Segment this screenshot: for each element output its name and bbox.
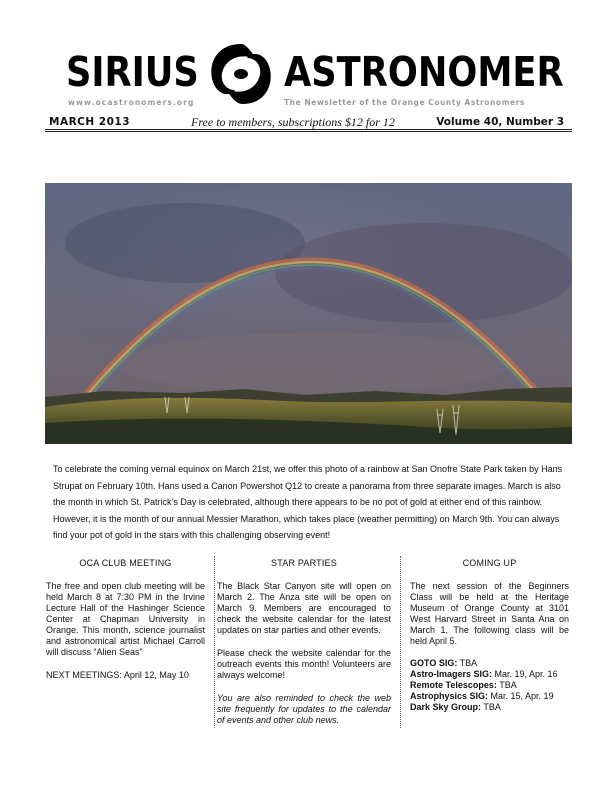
star-parties-text: The Black Star Canyon site will open on March 2. The Anza site will be open on March 9. Members are encouraged to check the website calendar for the latest updates on star parties and other events.	[217, 581, 391, 635]
masthead-title-right: ASTRONOMER	[284, 48, 564, 96]
caption-text: To celebrate the coming vernal equinox on March 21st, we offer this photo of a rainbow at San Onofre State Park taken by Hans Strupat on February 10th. Hans used a Canon Powershot Q12 to create a panorama from three separate images. March is also the month in which St. Patrick’s Day is celebrated, although there appears to be no pot of gold at either end of this rainbow. However, it is the month of our annual Messier Marathon, which takes place (weather permitting) on March 9th. You can always find your pot of gold in the stars with this challenging observing event!	[53, 464, 563, 540]
star-parties-column	[217, 558, 391, 738]
issue-info-bar	[45, 114, 572, 130]
list-item: GOTO SIG: TBA	[410, 658, 478, 668]
list-item: Astro-Imagers SIG: Mar. 19, Apr. 16	[410, 669, 558, 679]
beginners-class-text: The next session of the Beginners Class will be held at the Heritage Museum of Orange County at 3101 West Harvard Street in Santa Ana on March 1. The following class will be held April 5.	[410, 581, 569, 646]
spiral-galaxy-logo-icon	[203, 38, 279, 110]
club-meeting-text: The free and open club meeting will be held March 8 at 7:30 PM in the Irvine Lecture Hall of the Hashinger Science Center at Chapman University in Orange. This month, science journalist and astronomical artist Michael Carroll will discuss “Alien Seas”	[46, 581, 205, 657]
list-item: Dark Sky Group: TBA	[410, 702, 501, 712]
list-item: Astrophysics SIG: Mar. 15, Apr. 19	[410, 691, 554, 701]
masthead-title-left: SIRIUS	[66, 48, 199, 96]
coming-up-heading: COMING UP	[462, 558, 517, 568]
star-parties-heading: STAR PARTIES	[271, 558, 337, 568]
subscription-price: Free to members, subscriptions $12 for 12	[191, 115, 395, 129]
club-meeting-heading: OCA CLUB MEETING	[79, 558, 172, 568]
photo-caption	[53, 461, 567, 544]
next-meetings: NEXT MEETINGS: April 12, May 10	[46, 670, 189, 680]
masthead-url: www.ocastronomers.org	[68, 98, 195, 107]
coming-up-column	[410, 558, 569, 713]
outreach-text: Please check the website calendar for the outreach events this month! Volunteers are always welcome!	[217, 648, 391, 680]
issue-date: MARCH 2013	[49, 116, 131, 128]
masthead-tagline: The Newsletter of the Orange County Astronomers	[284, 98, 525, 107]
rainbow-photo	[45, 183, 572, 444]
masthead	[66, 38, 564, 110]
column-divider	[400, 556, 401, 728]
calendar-reminder: You are also reminded to check the web site frequently for updates to the calendar of events and other club news.	[217, 693, 391, 725]
column-divider	[214, 556, 215, 728]
header-rule	[45, 129, 572, 130]
header-rule	[45, 131, 572, 132]
sig-schedule-list	[410, 658, 569, 713]
issue-volume: Volume 40, Number 3	[436, 116, 564, 128]
club-meeting-column	[46, 558, 205, 693]
list-item: Remote Telescopes: TBA	[410, 680, 517, 690]
